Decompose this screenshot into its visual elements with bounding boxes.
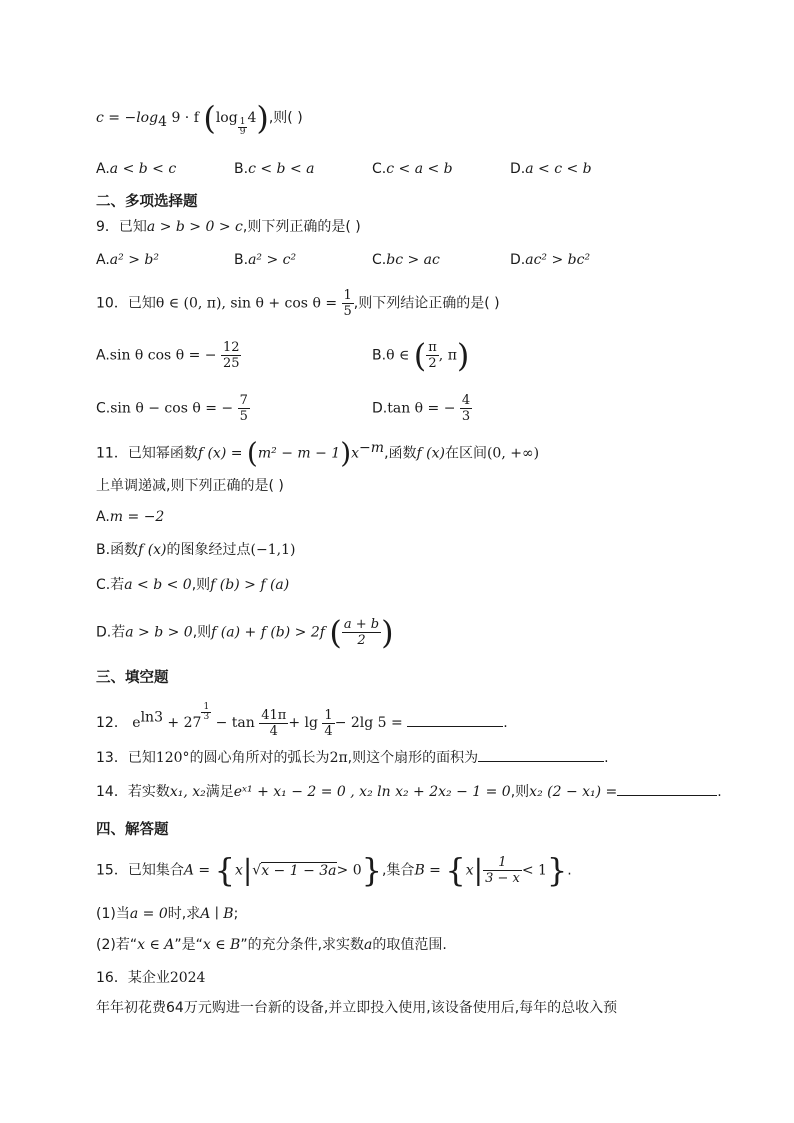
q15-stem: 15．已知集合A = {x|√x − 1 − 3a> 0},集合B = {x| $\frac{1}{3 - x}$ < 1}. [96,851,572,890]
q11-option-b: B.函数f (x)的图象经过点(−1,1) [96,542,296,558]
q14-answer-blank[interactable] [617,781,717,796]
section-multiple-choice-title: 二、多项选择题 [96,194,198,210]
q9-option-a: A.a² > b² [96,252,159,268]
q13-stem: 13．已知120°的圆心角所对的弧长为2π,则这个扇形的面积为 . [96,747,609,768]
q8-option-d: D.a < c < b [510,161,592,177]
q11-stem: 11．已知幂函数f $(x) = (m^2 - m - 1)x^{-m}$,函数f (x)在区间(0, +∞) [96,436,540,470]
q9-option-b: B.a² > c² [234,252,297,268]
q8-option-c: C.c < a < b [372,161,453,177]
q10-option-a: A.sin θ cos θ = − $\frac{12}{25}$ [96,340,240,371]
q11-stem-line2: 上单调递减,则下列正确的是( ) [96,478,284,494]
q11-option-c: C.若a < b < 0,则f (b) > f (a) [96,577,290,593]
q15-part1: (1)当a = 0时,求A ∣ B; [96,906,239,922]
q8-option-b: B.c < b < a [234,161,315,177]
q10-option-d: D.tan θ = − $\frac{4}{3}$ [372,393,471,424]
q9-stem: 9．已知a > b > 0 > c,则下列正确的是( ) [96,219,361,235]
section-solutions-title: 四、解答题 [96,822,169,838]
q8-c-definition: $c = -\log_4$ 9 · f (log $\frac{1}{9}$ 4),则( ) [96,99,303,137]
q14-stem: 14．若实数x₁, x₂满足eˣ¹ + x₁ − 2 = 0 , x₂ ln x₂ + 2x₂ − 1 = 0,则x₂ (2 − x₁) = . [96,781,722,802]
q10-option-c: C.sin θ − cos θ = − $\frac{7}{5}$ [96,393,248,424]
q15-part2: (2)若“x ∈ A”是“x ∈ B”的充分条件,求实数a的取值范围. [96,937,447,953]
q8-option-a: A.a < b < c [96,161,177,177]
q12-answer-blank[interactable] [407,712,503,727]
q11-option-a: A.m = −2 [96,509,165,525]
q11-option-d: D.若a > b > 0,则f (a) + f (b) > 2f ( $\frac{a + b}{2}$ ) [96,613,394,652]
section-fill-in-title: 三、填空题 [96,670,169,686]
q10-option-b: B.θ ∈ ( $\frac{\pi}{2}$ , π) [372,336,470,375]
q13-answer-blank[interactable] [478,747,604,762]
q16-stem-line2: 年年初花费64万元购进一台新的设备,并立即投入使用,该设备使用后,每年的总收入预 [96,1000,618,1016]
q16-stem: 16．某企业2024 [96,970,206,986]
q9-option-c: C.bc > ac [372,252,440,268]
q9-option-d: D.ac² > bc² [510,252,591,268]
q10-stem: 10．已知θ ∈ (0, π), sin θ + cos θ = $\frac{1}{5}$ ,则下列结论正确的是( ) [96,288,500,319]
q12-stem: 12． $e^{ln3} + 27$ $^{\frac{1}{3}}$ − tan $\frac{41\pi}{4}$ + lg $\frac{1}{4}$ − 2lg 5 = . [96,702,508,739]
